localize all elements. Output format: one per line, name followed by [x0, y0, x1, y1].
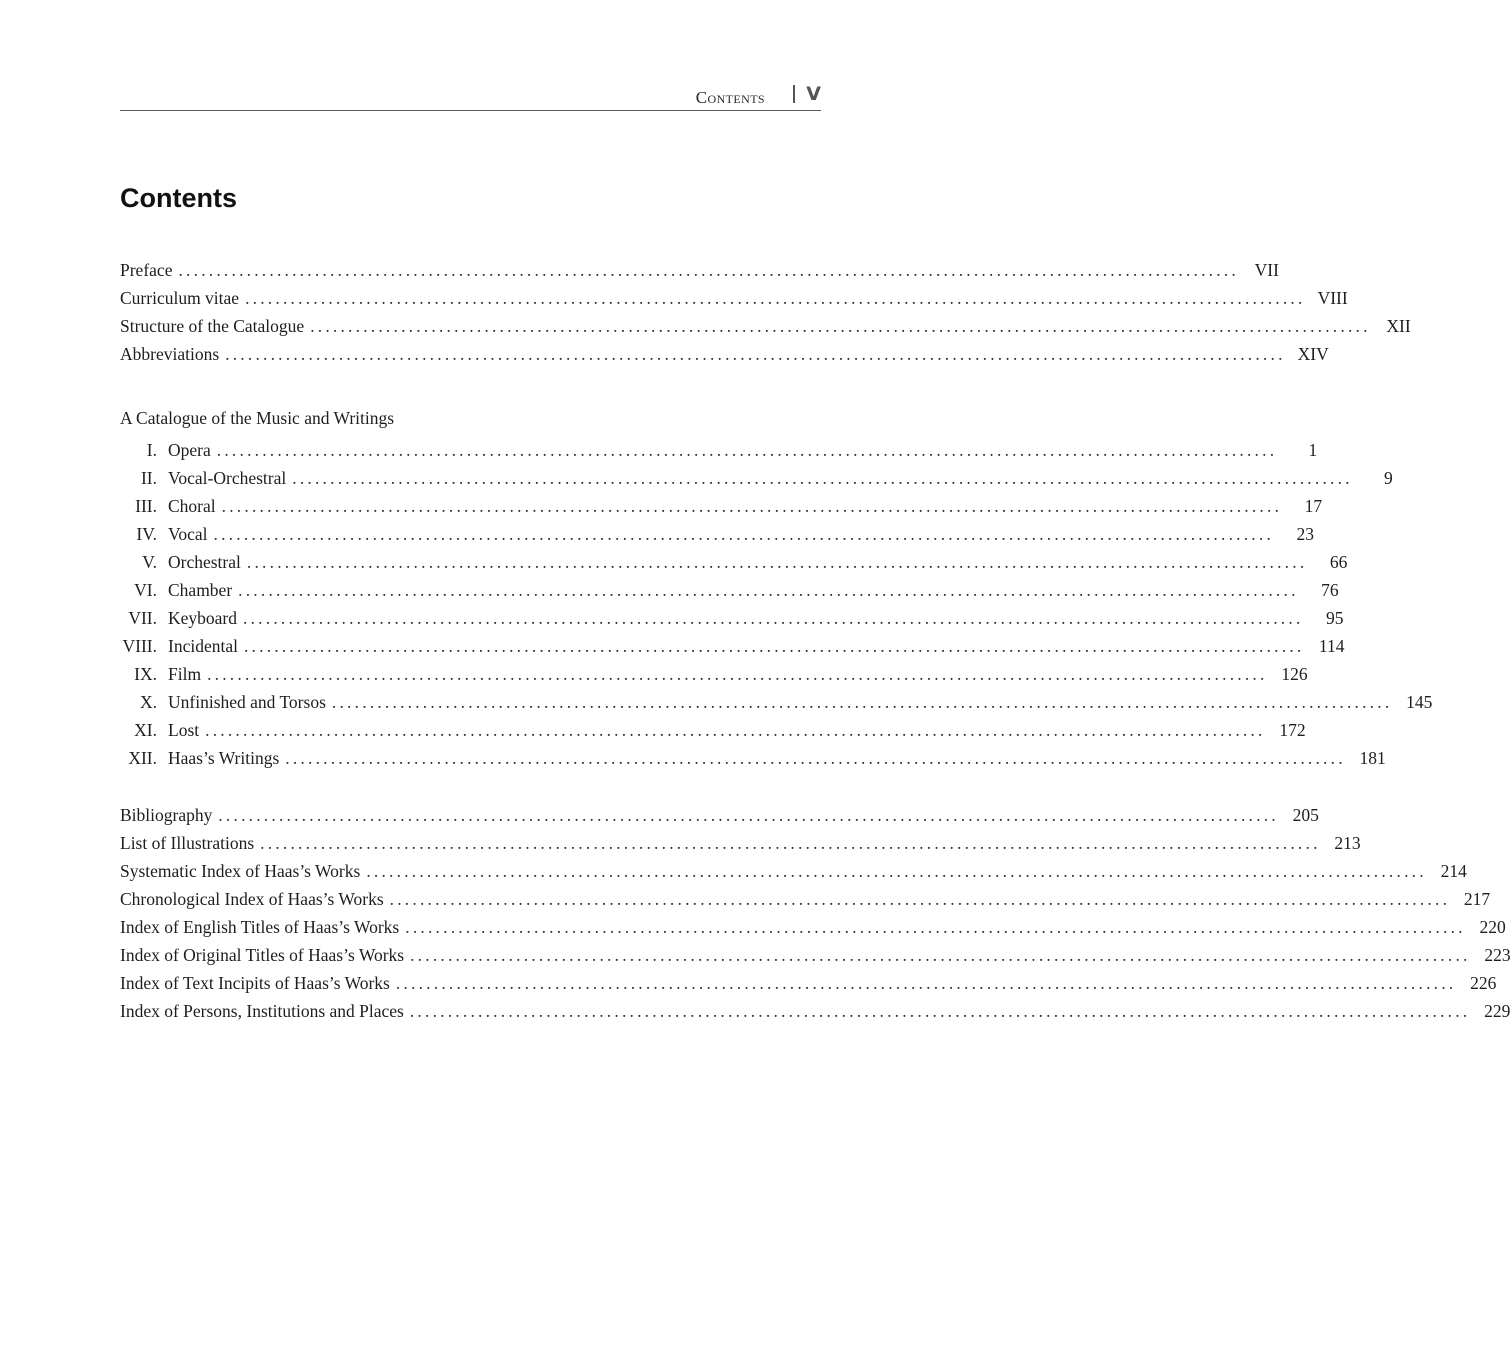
dot-leader: ............................................................................................................................................ — [310, 316, 1371, 336]
toc-entry-systematic-index[interactable] — [120, 859, 1467, 883]
toc-entry-label: Chronological Index of Haas’s Works — [120, 889, 384, 909]
toc-entry-label: Incidental — [168, 636, 238, 656]
toc-entry-catalogue[interactable] — [120, 690, 1433, 714]
toc-entry-label: Bibliography — [120, 805, 213, 825]
toc-entry-label: Index of Original Titles of Haas’s Works — [120, 945, 405, 965]
toc-entry-label: Structure of the Catalogue — [120, 316, 305, 336]
toc-entry-abbreviations[interactable] — [120, 342, 1329, 366]
toc-entry-page: VII — [1254, 260, 1279, 280]
toc-entry-page: 17 — [1304, 496, 1323, 516]
dot-leader: ............................................................................................................................................ — [178, 260, 1239, 280]
toc-entry-numeral: IX. — [134, 664, 157, 684]
toc-entry-catalogue[interactable] — [120, 550, 1348, 574]
dot-leader: ............................................................................................................................................ — [292, 468, 1353, 488]
running-head-page-number: V — [806, 83, 821, 105]
toc-entry-page: 76 — [1321, 580, 1339, 600]
toc-entry-numeral: IV. — [136, 524, 157, 544]
toc-entry-numeral: II. — [140, 468, 157, 488]
toc-entry-catalogue[interactable] — [120, 746, 1386, 770]
dot-leader: ............................................................................................................................................ — [246, 552, 1308, 572]
toc-entry-page: 181 — [1359, 748, 1386, 768]
toc-entry-page: 217 — [1463, 889, 1491, 909]
toc-entry-numeral: VIII. — [122, 636, 157, 656]
toc-entry-label: Choral — [168, 496, 216, 516]
dot-leader: ............................................................................................................................................ — [410, 945, 1471, 965]
toc-entry-page: 205 — [1292, 805, 1319, 825]
toc-entry-page: 114 — [1318, 636, 1345, 656]
toc-entry-page: 66 — [1329, 552, 1348, 572]
toc-entry-label: Index of Persons, Institutions and Places — [120, 1001, 404, 1021]
toc-entry-english-titles-index[interactable] — [120, 915, 1506, 939]
toc-entry-catalogue[interactable] — [120, 606, 1344, 630]
toc-entry-label: Film — [168, 664, 202, 684]
dot-leader: ............................................................................................................................................ — [213, 524, 1275, 544]
dot-leader: ............................................................................................................................................ — [389, 889, 1451, 909]
toc-entry-page: 1 — [1308, 440, 1318, 460]
toc-entry-page: 220 — [1479, 917, 1506, 937]
dot-leader: ............................................................................................................................................ — [331, 692, 1393, 712]
toc-entry-numeral: VI. — [134, 580, 157, 600]
dot-leader: ............................................................................................................................................ — [238, 580, 1299, 600]
dot-leader: ............................................................................................................................................ — [243, 608, 1304, 628]
toc-entry-label: Preface — [120, 260, 173, 280]
toc-entry-numeral: VII. — [128, 608, 157, 628]
toc-entry-catalogue[interactable] — [120, 494, 1323, 518]
toc-entry-catalogue[interactable] — [120, 438, 1318, 462]
toc-entry-catalogue[interactable] — [120, 466, 1393, 490]
toc-entry-page: 214 — [1440, 861, 1467, 881]
dot-leader: ............................................................................................................................................ — [285, 748, 1346, 768]
toc-entry-page: 172 — [1279, 720, 1306, 740]
toc-entry-label: Haas’s Writings — [168, 748, 280, 768]
dot-leader: ............................................................................................................................................ — [205, 720, 1266, 740]
toc-entry-numeral: X. — [139, 692, 157, 712]
toc-entry-page: 226 — [1470, 973, 1497, 993]
toc-entry-numeral: V. — [142, 552, 157, 572]
toc-entry-label: Chamber — [168, 580, 233, 600]
toc-entry-label: List of Illustrations — [120, 833, 255, 853]
toc-entry-label: Systematic Index of Haas’s Works — [120, 861, 361, 881]
toc-entry-curriculum-vitae[interactable] — [120, 286, 1348, 310]
dot-leader: ............................................................................................................................................ — [245, 288, 1306, 308]
toc-entry-page: 23 — [1296, 524, 1315, 544]
dot-leader: ............................................................................................................................................ — [405, 917, 1466, 937]
dot-leader: ............................................................................................................................................ — [260, 833, 1321, 853]
catalogue-section-heading: A Catalogue of the Music and Writings — [120, 408, 395, 428]
toc-entry-illustrations[interactable] — [120, 831, 1361, 855]
toc-entry-label: Unfinished and Torsos — [168, 692, 326, 712]
toc-entry-page: 126 — [1281, 664, 1308, 684]
toc-entry-label: Opera — [168, 440, 211, 460]
toc-entry-original-titles-index[interactable] — [120, 943, 1511, 967]
toc-entry-label: Curriculum vitae — [120, 288, 240, 308]
toc-entry-persons-index[interactable] — [120, 999, 1511, 1023]
dot-leader: ............................................................................................................................................ — [395, 973, 1457, 993]
toc-entry-text-incipits-index[interactable] — [120, 971, 1497, 995]
toc-entry-page: XII — [1386, 316, 1411, 336]
toc-entry-page: XIV — [1297, 344, 1329, 364]
dot-leader: ............................................................................................................................................ — [225, 344, 1286, 364]
toc-entry-numeral: XI. — [134, 720, 157, 740]
toc-entry-numeral: XII. — [128, 748, 157, 768]
toc-entry-page: VIII — [1317, 288, 1348, 308]
toc-entry-catalogue[interactable] — [120, 522, 1315, 546]
toc-entry-structure[interactable] — [120, 314, 1411, 338]
toc-entry-label: Vocal-Orchestral — [168, 468, 287, 488]
running-head — [120, 82, 821, 111]
toc-entry-numeral: III. — [135, 496, 157, 516]
toc-entry-catalogue[interactable] — [120, 662, 1308, 686]
dot-leader: ............................................................................................................................................ — [243, 636, 1305, 656]
toc-entry-label: Abbreviations — [120, 344, 220, 364]
toc-entry-catalogue[interactable] — [120, 718, 1306, 742]
toc-entry-label: Index of Text Incipits of Haas’s Works — [120, 973, 390, 993]
dot-leader: ............................................................................................................................................ — [216, 440, 1278, 460]
dot-leader: ............................................................................................................................................ — [218, 805, 1279, 825]
toc-entry-page: 223 — [1484, 945, 1511, 965]
toc-entry-catalogue[interactable] — [120, 634, 1345, 658]
toc-entry-page: 229 — [1484, 1001, 1511, 1021]
toc-entry-chronological-index[interactable] — [120, 887, 1491, 911]
running-head-divider — [793, 85, 795, 103]
dot-leader: ............................................................................................................................................ — [409, 1001, 1471, 1021]
toc-entry-page: 9 — [1384, 468, 1393, 488]
toc-entry-label: Keyboard — [168, 608, 238, 628]
toc-entry-label: Index of English Titles of Haas’s Works — [120, 917, 400, 937]
toc-entry-numeral: I. — [146, 440, 157, 460]
toc-entry-label: Vocal — [168, 524, 208, 544]
dot-leader: ............................................................................................................................................ — [207, 664, 1268, 684]
toc-entry-label: Lost — [168, 720, 200, 740]
toc-entry-page: 145 — [1406, 692, 1433, 712]
dot-leader: ............................................................................................................................................ — [221, 496, 1283, 516]
toc-entry-preface[interactable] — [120, 258, 1279, 282]
dot-leader: ............................................................................................................................................ — [366, 861, 1427, 881]
page-title: Contents — [120, 183, 237, 213]
toc-entry-catalogue[interactable] — [120, 578, 1339, 602]
running-head-label: Contents — [695, 88, 765, 107]
toc-entry-page: 95 — [1326, 608, 1344, 628]
toc-entry-bibliography[interactable] — [120, 803, 1319, 827]
toc-entry-label: Orchestral — [168, 552, 241, 572]
toc-entry-page: 213 — [1334, 833, 1361, 853]
